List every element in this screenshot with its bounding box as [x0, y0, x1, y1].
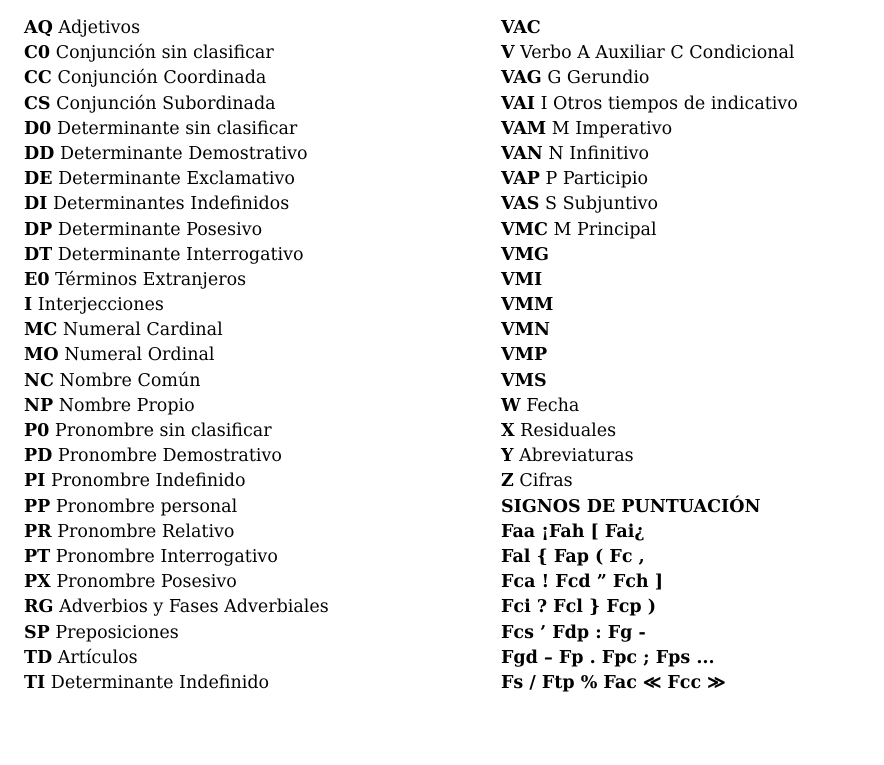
tag-description: Nombre Común	[59, 370, 201, 391]
tag-description: Pronombre sin clasificar	[54, 421, 272, 441]
tag-description: Conjunción Coordinada	[57, 68, 267, 89]
tag-row	[24, 117, 329, 142]
tag-row	[501, 142, 798, 167]
tag-code: SP	[24, 622, 50, 643]
tag-row	[24, 520, 329, 545]
tag-code: V	[501, 43, 515, 64]
tag-description: N Infinitivo	[548, 143, 650, 164]
tag-description: Residuales	[520, 421, 617, 441]
tag-row	[501, 419, 798, 444]
tag-description: S Subjuntivo	[545, 194, 659, 215]
tag-code: X	[501, 421, 515, 441]
tag-row	[24, 621, 329, 646]
tag-code: D0	[24, 118, 52, 139]
tag-row	[24, 142, 329, 167]
tag-description: Determinante Interrogativo	[57, 244, 304, 265]
tag-code: VAG	[501, 68, 542, 89]
tag-code: VAN	[501, 143, 543, 164]
tag-code: P0	[24, 421, 50, 441]
tag-code: VMN	[501, 320, 550, 341]
tag-description: Determinantes Indefinidos	[52, 194, 290, 215]
tag-row	[501, 268, 798, 293]
tag-code: NP	[24, 395, 54, 416]
tag-code: PT	[24, 546, 51, 567]
tag-code: MC	[24, 320, 58, 341]
tag-row	[24, 419, 329, 444]
tag-description: Determinante Exclamativo	[58, 169, 295, 190]
tag-code: MO	[24, 345, 59, 366]
tag-row	[501, 167, 798, 192]
tag-description: Artículos	[57, 647, 138, 668]
tag-row	[24, 293, 329, 318]
tag-row	[24, 243, 329, 268]
tag-code: E0	[24, 269, 50, 290]
tag-description: Conjunción sin clasificar	[55, 43, 274, 64]
right-column	[501, 16, 798, 696]
tag-row	[24, 671, 329, 696]
tag-code: NC	[24, 370, 54, 391]
tag-description: Numeral Cardinal	[62, 320, 223, 341]
tag-code: PP	[24, 496, 51, 517]
tag-row	[501, 293, 798, 318]
tag-row	[501, 243, 798, 268]
tag-code: W	[501, 395, 521, 416]
tag-description: Cifras	[519, 471, 573, 492]
tag-row	[501, 318, 798, 343]
tag-code: RG	[24, 597, 54, 618]
tag-code: DP	[24, 219, 53, 240]
tag-code: PR	[24, 521, 52, 542]
punctuation-line: Fca ! Fcd ” Fch ]	[501, 572, 664, 593]
tag-description: Determinante Demostrativo	[59, 143, 308, 164]
tag-code: VAI	[501, 93, 535, 114]
tag-row	[24, 469, 329, 494]
tag-description: Conjunción Subordinada	[56, 93, 276, 114]
tag-row	[501, 444, 798, 469]
tag-description: Numeral Ordinal	[64, 345, 215, 366]
punctuation-line: Fci ? Fcl } Fcp )	[501, 597, 657, 618]
tag-code: VMP	[501, 345, 548, 366]
tag-description: G Gerundio	[547, 68, 650, 89]
tag-code: DD	[24, 143, 55, 164]
punctuation-line: Fal { Fap ( Fc ,	[501, 546, 645, 567]
tag-description: M Principal	[553, 219, 657, 240]
tag-row	[24, 545, 329, 570]
tag-code: VMC	[501, 219, 548, 240]
tag-code: PD	[24, 446, 53, 467]
tag-code: AQ	[24, 18, 53, 38]
tag-row	[24, 92, 329, 117]
tag-code: VAS	[501, 194, 540, 215]
tag-code: VMS	[501, 370, 547, 391]
tag-row	[501, 66, 798, 91]
tag-row	[501, 41, 798, 66]
tag-description: Abreviaturas	[519, 446, 634, 467]
tag-row	[501, 16, 798, 41]
tag-row	[24, 16, 329, 41]
tag-row	[24, 268, 329, 293]
tag-description: Términos Extranjeros	[55, 269, 247, 290]
tag-code: VAP	[501, 169, 540, 190]
tag-row	[24, 394, 329, 419]
tag-description: Preposiciones	[55, 622, 179, 643]
tag-description: Pronombre Posesivo	[56, 572, 237, 593]
tag-description: Pronombre Interrogativo	[55, 546, 278, 567]
tag-code: PX	[24, 572, 51, 593]
tag-code: CS	[24, 93, 51, 114]
tag-code: TD	[24, 647, 53, 668]
tag-code: VAC	[501, 18, 541, 38]
tag-row	[501, 469, 798, 494]
tag-description: Determinante Posesivo	[57, 219, 263, 240]
punctuation-line: Fcs ’ Fdp : Fg -	[501, 622, 646, 643]
punctuation-line: Faa ¡Fah [ Fai¿	[501, 521, 645, 542]
tag-row	[501, 192, 798, 217]
tag-row	[501, 369, 798, 394]
tag-row	[24, 343, 329, 368]
tag-row	[501, 92, 798, 117]
tag-description: M Imperativo	[551, 118, 673, 139]
tag-description: Nombre Propio	[58, 395, 195, 416]
tag-code: VAM	[501, 118, 547, 139]
tag-code: VMM	[501, 295, 554, 316]
tag-description: I Otros tiempos de indicativo	[540, 93, 798, 114]
tag-code: VMG	[501, 244, 549, 265]
tag-code: PI	[24, 471, 46, 492]
tag-description: Fecha	[526, 395, 580, 416]
tag-code: I	[24, 295, 33, 316]
tag-code: DI	[24, 194, 48, 215]
tag-row	[24, 369, 329, 394]
tag-row	[24, 192, 329, 217]
tag-description: Pronombre personal	[55, 496, 238, 517]
tag-row	[24, 646, 329, 671]
tag-row	[501, 218, 798, 243]
tag-row	[24, 318, 329, 343]
tag-description: Pronombre Indefinido	[50, 471, 246, 492]
tag-code: Y	[501, 446, 514, 467]
tag-row	[24, 570, 329, 595]
tag-description: Interjecciones	[37, 295, 164, 316]
tag-row	[24, 444, 329, 469]
punctuation-line: Fgd – Fp . Fpc ; Fps ...	[501, 647, 715, 668]
tag-description: Adverbios y Fases Adverbiales	[59, 597, 329, 618]
tag-description: Determinante sin clasificar	[56, 118, 298, 139]
tag-row	[24, 167, 329, 192]
tag-description: Pronombre Demostrativo	[57, 446, 282, 467]
tag-code: TI	[24, 672, 46, 693]
tag-code: C0	[24, 43, 51, 64]
tag-description: Pronombre Relativo	[57, 521, 235, 542]
punctuation-header: SIGNOS DE PUNTUACIÓN	[501, 496, 761, 517]
tag-code: Z	[501, 471, 514, 492]
tag-description: P Participio	[545, 169, 649, 190]
tag-description: Verbo A Auxiliar C Condicional	[520, 43, 795, 64]
tag-code: VMI	[501, 269, 543, 290]
punctuation-line: Fs / Ftp % Fac ≪ Fcc ≫	[501, 672, 726, 693]
tag-code: DE	[24, 169, 53, 190]
tag-row	[24, 495, 329, 520]
tag-row	[24, 595, 329, 620]
left-column	[24, 16, 329, 696]
tag-row	[24, 41, 329, 66]
tag-row	[24, 218, 329, 243]
tag-code: DT	[24, 244, 53, 265]
tag-row	[501, 394, 798, 419]
tag-description: Determinante Indefinido	[50, 672, 270, 693]
tag-code: CC	[24, 68, 52, 89]
tag-row	[24, 66, 329, 91]
tag-row	[501, 343, 798, 368]
tag-row	[501, 117, 798, 142]
tag-description: Adjetivos	[58, 18, 141, 38]
